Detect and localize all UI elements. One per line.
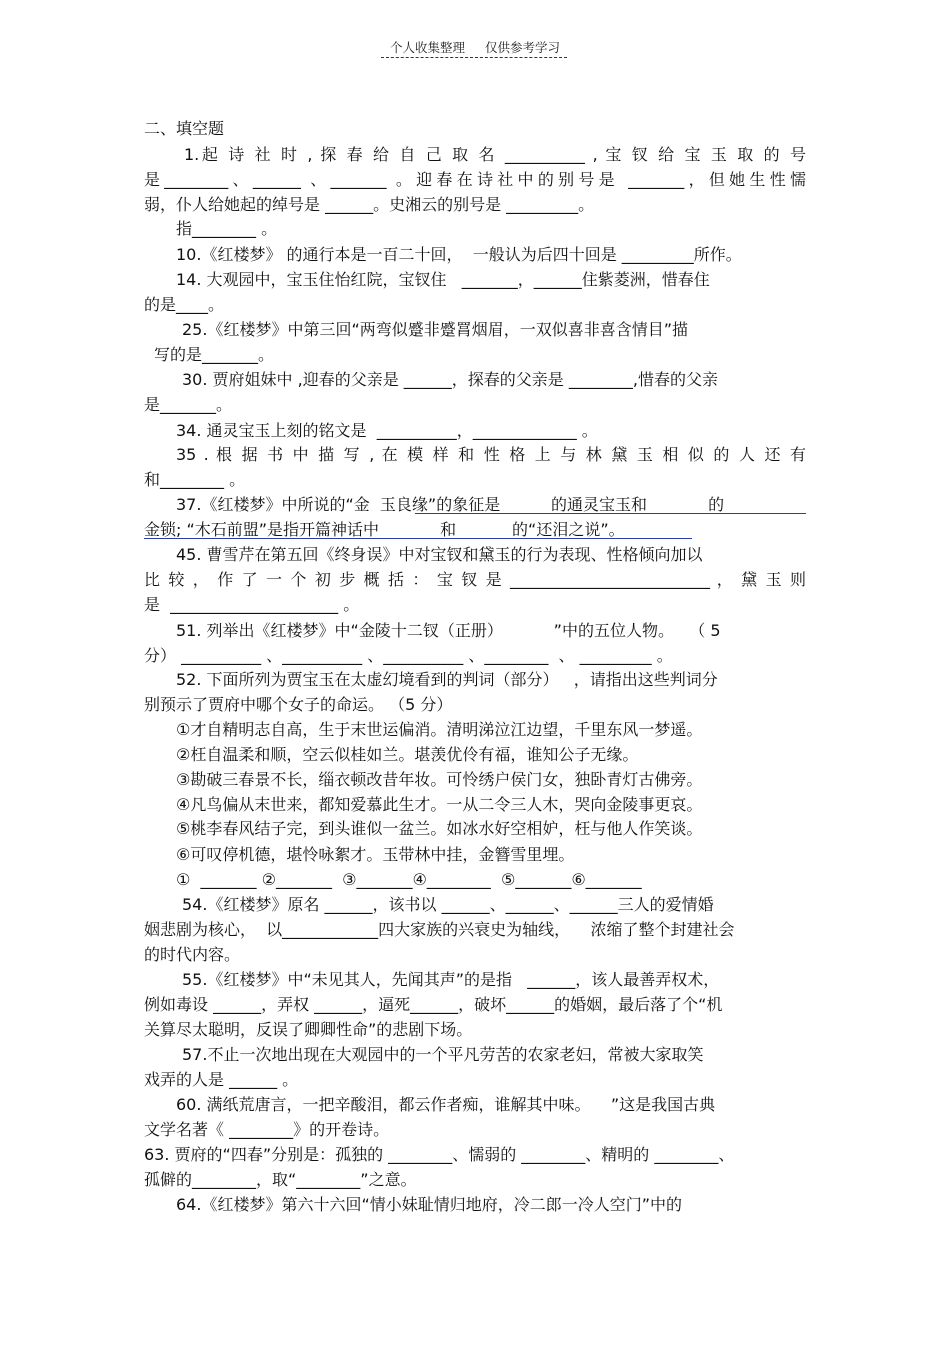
question-line: 是 _____________________ 。 <box>144 595 360 614</box>
question-line: 45. 曹雪芹在第五回《终身误》中对宝钗和黛玉的行为表现、性格倾向加以 <box>176 545 703 564</box>
question-line: 和________ 。 <box>144 470 246 489</box>
question-line: 34. 通灵宝玉上刻的铭文是 __________，_____________ 。 <box>176 421 598 440</box>
question-line: 10.《红楼梦》 的通行本是一百二十回， 一般认为后四十回是 _________所作。 <box>176 245 742 264</box>
question-line: 别预示了贾府中哪个女子的命运。 （5 分） <box>144 695 453 714</box>
verdict-line: ⑥可叹停机德，堪怜咏絮才。玉带林中挂，金簪雪里埋。 <box>176 845 575 864</box>
verdict-line: ②枉自温柔和顺，空云似桂如兰。堪羡优伶有福，谁知公子无缘。 <box>176 745 639 764</box>
question-line: 14. 大观园中，宝玉住怡红院，宝钗住 _______，______住紫菱洲，惜春住 <box>176 270 710 289</box>
question-line: 关算尽太聪明，反误了卿卿性命”的悲剧下场。 <box>144 1020 473 1039</box>
question-line: 例如毒设 ______，弄权 ______，逼死______，破坏______的婚姻，最后落了个“机 <box>144 995 723 1014</box>
question-line: 是________、______ 、_______ 。迎春在诗社中的别号是 _______，但她生性懦 <box>144 170 806 189</box>
question-line: 金锁; “木石前盟”是指开篇神话中 和 的“还泪之说”。 <box>144 520 625 539</box>
hyperlink-underline <box>144 538 692 539</box>
verdict-line: ⑤桃李春风结子完，到头谁似一盆兰。如冰水好空相妒，枉与他人作笑谈。 <box>176 819 703 838</box>
question-line: 63. 贾府的“四春”分别是：孤独的 ________、懦弱的 ________、精明的 ________、 <box>144 1145 735 1164</box>
question-line: 35 . 根 据 书 中 描 写 , 在 模 样 和 性 格 上 与 林 黛 玉 相 似 的 人 还 有 <box>176 445 806 464</box>
question-line: 的是____。 <box>144 295 225 314</box>
section-title: 二、填空题 <box>144 119 225 138</box>
question-line: 孤僻的________，取“________”之意。 <box>144 1170 417 1189</box>
verdict-line: ①才自精明志自高，生于末世运偏消。清明涕泣江边望，千里东风一梦遥。 <box>176 720 703 739</box>
question-line: 25.《红楼梦》中第三回“两弯似蹙非蹙罥烟眉，一双似喜非喜含情目”描 <box>182 320 689 339</box>
question-line: 54.《红楼梦》原名 ______，该书以 ______、______、______三人的爱情婚 <box>182 895 714 914</box>
answer-blanks-line: ① _______ ②_______ ③_______④________ ⑤_______⑥_______ <box>176 870 642 889</box>
question-line: 弱，仆人给她起的绰号是 ______。史湘云的别号是 _________。 <box>144 195 595 214</box>
header-left: 个人收集整理 <box>389 40 465 55</box>
question-line: 的时代内容。 <box>144 945 241 964</box>
question-line: 是_______。 <box>144 395 233 414</box>
question-line: 文学名著《 ________》的开卷诗。 <box>144 1120 390 1139</box>
question-line: 1.起 诗 社 时 , 探 春 给 自 己 取 名 __________ , 宝 钗 给 宝 玉 取 的 号 <box>184 145 806 164</box>
verdict-line: ③勘破三春景不长，缁衣顿改昔年妆。可怜绣户侯门女，独卧青灯古佛旁。 <box>176 770 703 789</box>
question-line: 52. 下面所列为贾宝玉在太虚幻境看到的判词（部分） ，请指出这些判词分 <box>176 670 718 689</box>
question-line: 比 较 ， 作 了 一 个 初 步 概 括 ： 宝 钗 是 _________________________ ， 黛 玉 则 <box>144 570 806 589</box>
question-line: 37.《红楼梦》中所说的“金 玉良缘”的象征是 的通灵宝玉和 的 <box>176 495 725 514</box>
question-line: 30. 贾府姐妹中 ,迎春的父亲是 ______，探春的父亲是 ________,惜春的父亲 <box>182 370 718 389</box>
hyperlink-underline <box>415 513 806 514</box>
question-line: 分） __________ 、__________ 、__________ 、________ 、 _________ 。 <box>144 646 673 665</box>
question-line: 写的是_______。 <box>154 345 275 364</box>
question-line: 55.《红楼梦》中“未见其人，先闻其声”的是指 ______，该人最善弄权术， <box>182 970 720 989</box>
question-line: 指________ 。 <box>176 219 278 238</box>
question-line: 姻悲剧为核心， 以____________四大家族的兴衰史为轴线， 浓缩了整个封建社会 <box>144 920 735 939</box>
question-line: 戏弄的人是 ______ 。 <box>144 1070 299 1089</box>
header-right: 仅供参考学习 <box>484 40 560 55</box>
question-line: 64.《红楼梦》第六十六回“情小妹耻情归地府，冷二郎一冷人空门”中的 <box>176 1195 683 1214</box>
question-line: 51. 列举出《红楼梦》中“金陵十二钗（正册） ”中的五位人物。 （ 5 <box>176 621 721 640</box>
question-line: 57.不止一次地出现在大观园中的一个平凡劳苦的农家老妇，常被大家取笑 <box>182 1045 704 1064</box>
question-line: 60. 满纸荒唐言，一把辛酸泪，都云作者痴，谁解其中味。 ”这是我国古典 <box>176 1095 716 1114</box>
verdict-line: ④凡鸟偏从末世来，都知爱慕此生才。一从二令三人木，哭向金陵事更哀。 <box>176 795 703 814</box>
